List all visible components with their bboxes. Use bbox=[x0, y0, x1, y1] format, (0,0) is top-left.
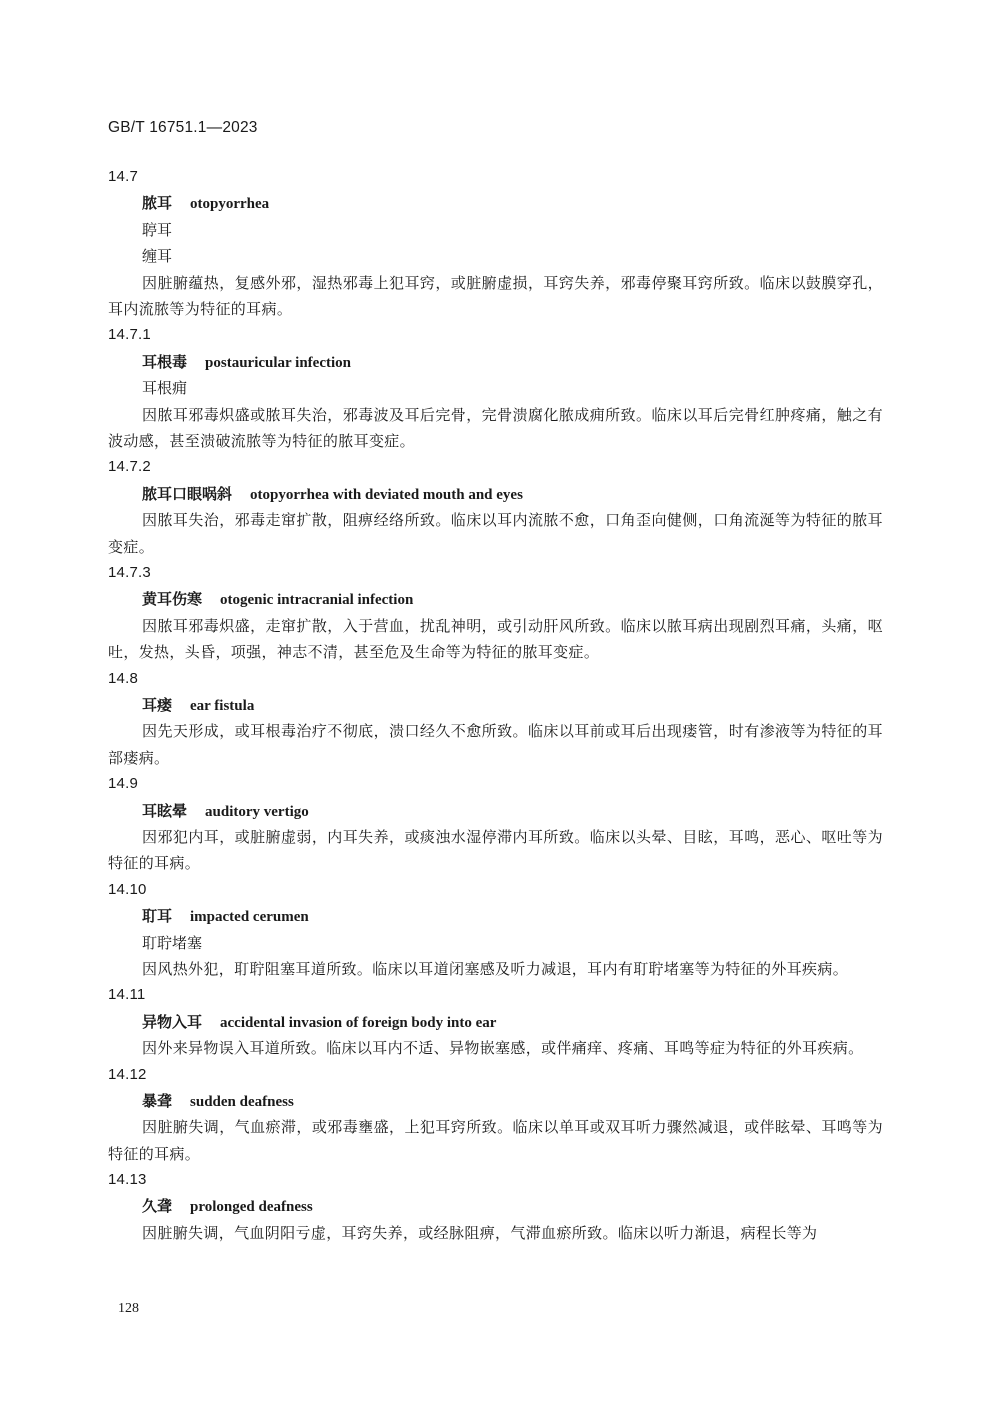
entry-term bbox=[108, 1193, 883, 1219]
entry-number: 14.7.2 bbox=[108, 458, 151, 476]
term-chinese: 耳眩晕 bbox=[142, 801, 188, 820]
entry-term bbox=[108, 1009, 883, 1035]
entry-definition: 因脏腑蕴热，复感外邪，湿热邪毒上犯耳窍，或脏腑虚损，耳窍失养，邪毒停聚耳窍所致。临床以鼓膜穿孔，耳内流脓等为特征的耳病。 bbox=[108, 273, 883, 318]
entry-synonym: 缠耳 bbox=[142, 247, 173, 266]
entry-term bbox=[108, 586, 883, 612]
term-chinese: 异物入耳 bbox=[142, 1012, 203, 1031]
entry-number: 14.10 bbox=[108, 880, 147, 898]
term-entry bbox=[108, 666, 883, 772]
entry-number: 14.13 bbox=[108, 1171, 147, 1189]
entry-term bbox=[108, 692, 883, 718]
entry-number: 14.7.3 bbox=[108, 563, 151, 581]
term-english: otopyorrhea bbox=[190, 196, 270, 213]
entry-definition: 因脏腑失调，气血阴阳亏虚，耳窍失养，或经脉阻痹，气滞血瘀所致。临床以听力渐退，病程长等为 bbox=[142, 1223, 818, 1242]
term-chinese: 暴聋 bbox=[142, 1091, 173, 1110]
entry-definition: 因邪犯内耳，或脏腑虚弱，内耳失养，或痰浊水湿停滞内耳所致。临床以头晕、目眩，耳鸣，恶心、呕吐等为特征的耳病。 bbox=[108, 827, 883, 873]
entry-definition: 因风热外犯，耵聍阻塞耳道所致。临床以耳道闭塞感及听力减退，耳内有耵聍堵塞等为特征的外耳疾病。 bbox=[142, 959, 849, 978]
term-english: accidental invasion of foreign body into ear bbox=[220, 1014, 497, 1031]
entry-term bbox=[108, 190, 883, 216]
entry-synonym: 耳根痈 bbox=[142, 379, 188, 398]
term-english: otogenic intracranial infection bbox=[220, 592, 414, 609]
term-english: impacted cerumen bbox=[190, 909, 309, 926]
term-english: sudden deafness bbox=[190, 1093, 294, 1110]
entry-definition: 因脏腑失调，气血瘀滞，或邪毒壅盛，上犯耳窍所致。临床以单耳或双耳听力骤然减退，或伴眩晕、耳鸣等为特征的耳病。 bbox=[108, 1118, 883, 1163]
entry-term bbox=[108, 903, 883, 929]
entry-number: 14.9 bbox=[108, 775, 138, 793]
entry-number: 14.7 bbox=[108, 168, 138, 185]
entry-number: 14.11 bbox=[108, 986, 146, 1004]
term-chinese: 脓耳 bbox=[142, 194, 173, 213]
term-chinese: 耵耳 bbox=[142, 907, 173, 926]
term-entry bbox=[108, 1167, 883, 1246]
term-entry bbox=[108, 322, 883, 454]
entry-number: 14.7.1 bbox=[108, 326, 151, 344]
term-entry bbox=[108, 1062, 883, 1168]
terms-content bbox=[108, 164, 883, 1246]
entry-definition: 因先天形成，或耳根毒治疗不彻底，溃口经久不愈所致。临床以耳前或耳后出现瘘管，时有渗液等为特征的耳部瘘病。 bbox=[108, 722, 883, 767]
entry-definition: 因脓耳邪毒炽盛或脓耳失治，邪毒波及耳后完骨，完骨溃腐化脓成痈所致。临床以耳后完骨红肿疼痛，触之有波动感，甚至溃破流脓等为特征的脓耳变症。 bbox=[108, 405, 883, 450]
term-entry bbox=[108, 982, 883, 1061]
term-chinese: 脓耳口眼㖞斜 bbox=[142, 484, 233, 503]
term-chinese: 耳根毒 bbox=[142, 352, 188, 371]
term-chinese: 黄耳伤寒 bbox=[142, 590, 203, 609]
term-entry bbox=[108, 454, 883, 560]
page-number: 128 bbox=[118, 1301, 139, 1316]
entry-term bbox=[108, 1088, 883, 1114]
term-chinese: 耳瘘 bbox=[142, 695, 173, 714]
entry-synonym: 耵聍堵塞 bbox=[142, 933, 203, 952]
term-english: otopyorrhea with deviated mouth and eyes bbox=[250, 486, 523, 503]
entry-number: 14.8 bbox=[108, 669, 138, 687]
term-entry bbox=[108, 877, 883, 983]
entry-number: 14.12 bbox=[108, 1065, 147, 1083]
entry-synonym: 聤耳 bbox=[142, 220, 173, 239]
entry-term bbox=[108, 481, 883, 507]
term-entry bbox=[108, 771, 883, 877]
entry-definition: 因外来异物误入耳道所致。临床以耳内不适、异物嵌塞感，或伴痛痒、疼痛、耳鸣等症为特征的外耳疾病。 bbox=[142, 1039, 864, 1058]
entry-definition: 因脓耳失治，邪毒走窜扩散，阻痹经络所致。临床以耳内流脓不愈，口角歪向健侧，口角流涎等为特征的脓耳变症。 bbox=[108, 511, 883, 556]
term-english: ear fistula bbox=[190, 697, 255, 714]
standard-code-header: GB/T 16751.1—2023 bbox=[108, 119, 258, 136]
term-english: postauricular infection bbox=[205, 354, 351, 371]
term-entry bbox=[108, 164, 883, 322]
entry-term bbox=[108, 798, 883, 824]
term-english: prolonged deafness bbox=[190, 1199, 313, 1216]
term-chinese: 久聋 bbox=[142, 1197, 173, 1216]
term-entry bbox=[108, 560, 883, 666]
entry-definition: 因脓耳邪毒炽盛，走窜扩散，入于营血，扰乱神明，或引动肝风所致。临床以脓耳病出现剧烈耳痛，头痛，呕吐，发热，头昏，项强，神志不清，甚至危及生命等为特征的脓耳变症。 bbox=[108, 616, 883, 662]
entry-term bbox=[108, 349, 883, 375]
term-english: auditory vertigo bbox=[205, 803, 309, 820]
